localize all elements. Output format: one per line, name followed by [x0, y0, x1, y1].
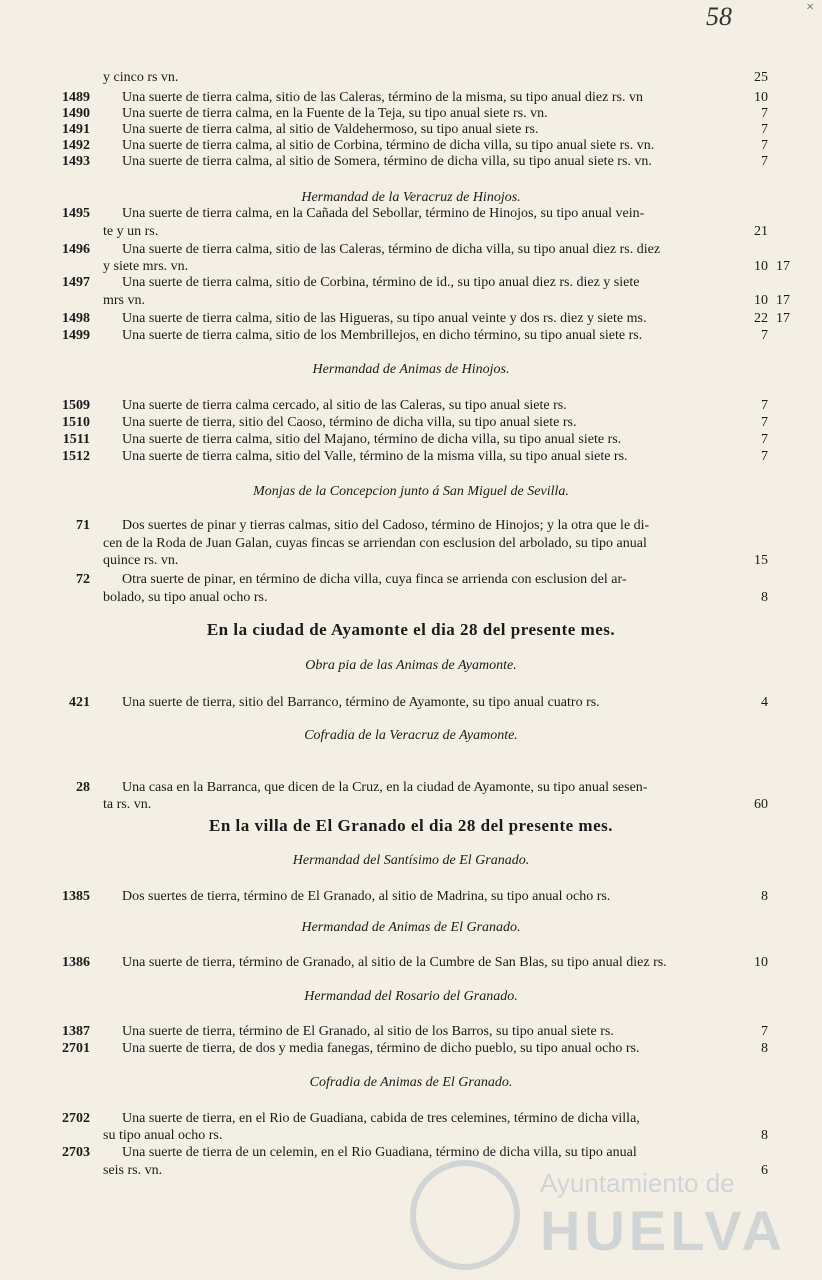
- entry-text: Una suerte de tierra calma, al sitio de Somera, término de dicha villa, su tipo anual siete rs. vn.: [122, 154, 652, 169]
- section-heading: Hermandad de Animas de Hinojos.: [312, 362, 510, 377]
- entry-text: Una suerte de tierra calma, al sitio de Corbina, término de dicha villa, su tipo anual siete rs. vn.: [122, 138, 655, 153]
- entry-row: [0, 955, 822, 971]
- entry-text: Una suerte de tierra, sitio del Barranco, término de Ayamonte, su tipo anual cuatro rs.: [122, 695, 600, 710]
- entry-row: [0, 154, 822, 170]
- entry-amount: 8: [761, 1041, 768, 1056]
- entry-amount: 7: [761, 138, 768, 153]
- entry-text: Dos suertes de tierra, término de El Granado, al sitio de Madrina, su tipo anual ocho rs.: [122, 889, 611, 904]
- entry-amount: 8: [761, 1128, 768, 1143]
- entry-amount: 8: [761, 889, 768, 904]
- entry-amount: 7: [761, 106, 768, 121]
- entry-amount: 21: [754, 224, 768, 239]
- entry-text: mrs vn.: [103, 293, 145, 308]
- entry-row: [0, 1111, 822, 1127]
- entry-amount: 7: [761, 398, 768, 413]
- entry-number: 2702: [62, 1111, 90, 1126]
- entry-text: Una suerte de tierra calma, en la Cañada del Sebollar, término de Hinojos, su tipo anual vein-: [122, 206, 645, 221]
- entry-amount: 60: [754, 797, 768, 812]
- entry-number: 1492: [62, 138, 90, 153]
- entry-text: Otra suerte de pinar, en término de dicha villa, cuya finca se arrienda con esclusion del ar-: [122, 572, 627, 587]
- entry-number: 1491: [62, 122, 90, 137]
- entry-amount: 25: [754, 70, 768, 85]
- entry-row: [0, 259, 822, 275]
- entry-text: te y un rs.: [103, 224, 159, 239]
- section-heading: Monjas de la Concepcion junto á San Miguel de Sevilla.: [253, 484, 569, 499]
- entry-row: [0, 70, 822, 86]
- entry-row: [0, 572, 822, 588]
- entry-row: [0, 106, 822, 122]
- section-heading: Hermandad del Santísimo de El Granado.: [292, 853, 530, 868]
- entry-text: Una casa en la Barranca, que dicen de la Cruz, en la ciudad de Ayamonte, su tipo anual sesen-: [122, 780, 648, 795]
- entry-text: Una suerte de tierra calma, sitio de las Caleras, término de dicha villa, su tipo anual diez rs. diez: [122, 242, 661, 257]
- entry-amount: 4: [761, 695, 768, 710]
- watermark-main: HUELVA: [540, 1199, 786, 1262]
- entry-number: 1509: [62, 398, 90, 413]
- entry-text: Una suerte de tierra calma cercado, al sitio de las Caleras, su tipo anual siete rs.: [122, 398, 567, 413]
- entry-text: quince rs. vn.: [103, 553, 179, 568]
- entry-text: Una suerte de tierra calma, sitio de los Membrillejos, en dicho término, su tipo anual siete rs.: [122, 328, 643, 343]
- entry-row: [0, 224, 822, 240]
- entry-row: [0, 206, 822, 222]
- entry-text: cen de la Roda de Juan Galan, cuyas fincas se arriendan con esclusion del arbolado, su tipo anual: [103, 536, 647, 551]
- entry-number: 1489: [62, 90, 90, 105]
- entry-text: Una suerte de tierra, sitio del Caoso, término de dicha villa, su tipo anual siete rs.: [122, 415, 577, 430]
- entry-text: su tipo anual ocho rs.: [103, 1128, 223, 1143]
- section-heading: Cofradia de la Veracruz de Ayamonte.: [304, 728, 518, 743]
- entry-text: Una suerte de tierra calma, sitio del Majano, término de dicha villa, su tipo anual siete rs.: [122, 432, 622, 447]
- entry-text: bolado, su tipo anual ocho rs.: [103, 590, 268, 605]
- entry-amount-fraction: 17: [776, 259, 790, 274]
- entry-row: [0, 590, 822, 606]
- entry-amount: 10: [754, 90, 768, 105]
- entry-amount: 7: [761, 154, 768, 169]
- entry-number: 1490: [62, 106, 90, 121]
- entry-number: 1499: [62, 328, 90, 343]
- entry-number: 1496: [62, 242, 90, 257]
- entry-row: [0, 242, 822, 258]
- city-heading: En la villa de El Granado el dia 28 del presente mes.: [209, 816, 613, 835]
- entry-amount-fraction: 17: [776, 293, 790, 308]
- entry-number: 1493: [62, 154, 90, 169]
- entry-row: [0, 90, 822, 106]
- entry-number: 1387: [62, 1024, 90, 1039]
- entry-text: Una suerte de tierra calma, en la Fuente de la Teja, su tipo anual siete rs. vn.: [122, 106, 548, 121]
- entry-number: 1495: [62, 206, 90, 221]
- entry-number: 1510: [62, 415, 90, 430]
- entry-amount: 7: [761, 1024, 768, 1039]
- entry-text: seis rs. vn.: [103, 1163, 163, 1178]
- entry-amount: 8: [761, 590, 768, 605]
- entry-row: [0, 432, 822, 448]
- entry-amount: 7: [761, 415, 768, 430]
- entry-number: 1497: [62, 275, 90, 290]
- section-heading: Hermandad de Animas de El Granado.: [301, 920, 521, 935]
- entry-text: Una suerte de tierra, término de El Granado, al sitio de los Barros, su tipo anual siete rs.: [122, 1024, 614, 1039]
- entry-row: [0, 293, 822, 309]
- entry-amount: 7: [761, 328, 768, 343]
- entry-text: y siete mrs. vn.: [103, 259, 189, 274]
- entry-text: Dos suertes de pinar y tierras calmas, sitio del Cadoso, término de Hinojos; y la otra que le di-: [122, 518, 650, 533]
- entry-number: 2703: [62, 1145, 90, 1160]
- entry-row: [0, 275, 822, 291]
- entry-row: [0, 1145, 822, 1161]
- entry-amount: 10: [754, 259, 768, 274]
- entry-text: Una suerte de tierra, de dos y media fanegas, término de dicho pueblo, su tipo anual ocho rs.: [122, 1041, 640, 1056]
- entry-row: [0, 122, 822, 138]
- entry-amount: 10: [754, 955, 768, 970]
- watermark-top: Ayuntamiento de: [540, 1168, 735, 1198]
- entry-amount: 6: [761, 1163, 768, 1178]
- entry-number: 28: [76, 780, 90, 795]
- entry-number: 1385: [62, 889, 90, 904]
- entry-text: Una suerte de tierra de un celemin, en el Rio Guadiana, término de dicha villa, su tipo anual: [122, 1145, 637, 1160]
- folio-number: 58: [706, 2, 732, 31]
- entry-number: 1512: [62, 449, 90, 464]
- entry-text: ta rs. vn.: [103, 797, 152, 812]
- entry-number: 71: [76, 518, 90, 533]
- entry-text: Una suerte de tierra, en el Rio de Guadiana, cabida de tres celemines, término de dicha villa,: [122, 1111, 640, 1126]
- entry-amount: 7: [761, 432, 768, 447]
- entry-number: 1511: [62, 432, 90, 447]
- entry-row: [0, 518, 822, 534]
- entry-amount: 10: [754, 293, 768, 308]
- entry-number: 1498: [62, 311, 90, 326]
- entry-number: 1386: [62, 955, 90, 970]
- entry-number: 421: [69, 695, 90, 710]
- seal-icon: [410, 1160, 520, 1270]
- entry-row: [0, 1024, 822, 1040]
- watermark: [410, 1160, 786, 1270]
- city-heading: En la ciudad de Ayamonte el dia 28 del presente mes.: [206, 620, 616, 639]
- entry-amount: 7: [761, 122, 768, 137]
- entry-number: 72: [76, 572, 90, 587]
- entry-row: [0, 1041, 822, 1057]
- entry-text: Una suerte de tierra calma, sitio de las Higueras, su tipo anual veinte y dos rs. diez y siete ms.: [122, 311, 647, 326]
- corner-mark: ×: [806, 0, 814, 15]
- entry-row: [0, 398, 822, 414]
- entry-text: Una suerte de tierra calma, sitio de las Caleras, término de la misma, su tipo anual diez rs. vn: [122, 90, 643, 105]
- entry-row: [0, 449, 822, 465]
- entry-row: [0, 138, 822, 154]
- section-heading: Obra pia de las Animas de Ayamonte.: [305, 658, 517, 673]
- entry-row: [0, 415, 822, 431]
- entry-row: [0, 553, 822, 569]
- entry-text: Una suerte de tierra calma, sitio del Valle, término de la misma villa, su tipo anual siete rs.: [122, 449, 628, 464]
- entry-row: [0, 797, 822, 813]
- entry-amount: 22: [754, 311, 768, 326]
- entry-text: Una suerte de tierra calma, sitio de Corbina, término de id., su tipo anual diez rs. diez y siete: [122, 275, 640, 290]
- section-heading: Hermandad del Rosario del Granado.: [304, 989, 518, 1004]
- entry-row: [0, 889, 822, 905]
- section-heading: Hermandad de la Veracruz de Hinojos.: [301, 190, 521, 205]
- entry-row: [0, 328, 822, 344]
- entry-amount: 15: [754, 553, 768, 568]
- entry-row: [0, 780, 822, 796]
- entry-row: [0, 311, 822, 327]
- entry-row: [0, 536, 822, 552]
- entry-row: [0, 695, 822, 711]
- entry-row: [0, 1128, 822, 1144]
- entry-text: Una suerte de tierra calma, al sitio de Valdehermoso, su tipo anual siete rs.: [122, 122, 539, 137]
- entry-number: 2701: [62, 1041, 90, 1056]
- entry-text: y cinco rs vn.: [103, 70, 179, 85]
- section-heading: Cofradia de Animas de El Granado.: [309, 1075, 513, 1090]
- entry-text: Una suerte de tierra, término de Granado, al sitio de la Cumbre de San Blas, su tipo anual diez rs.: [122, 955, 667, 970]
- entry-amount-fraction: 17: [776, 311, 790, 326]
- entry-amount: 7: [761, 449, 768, 464]
